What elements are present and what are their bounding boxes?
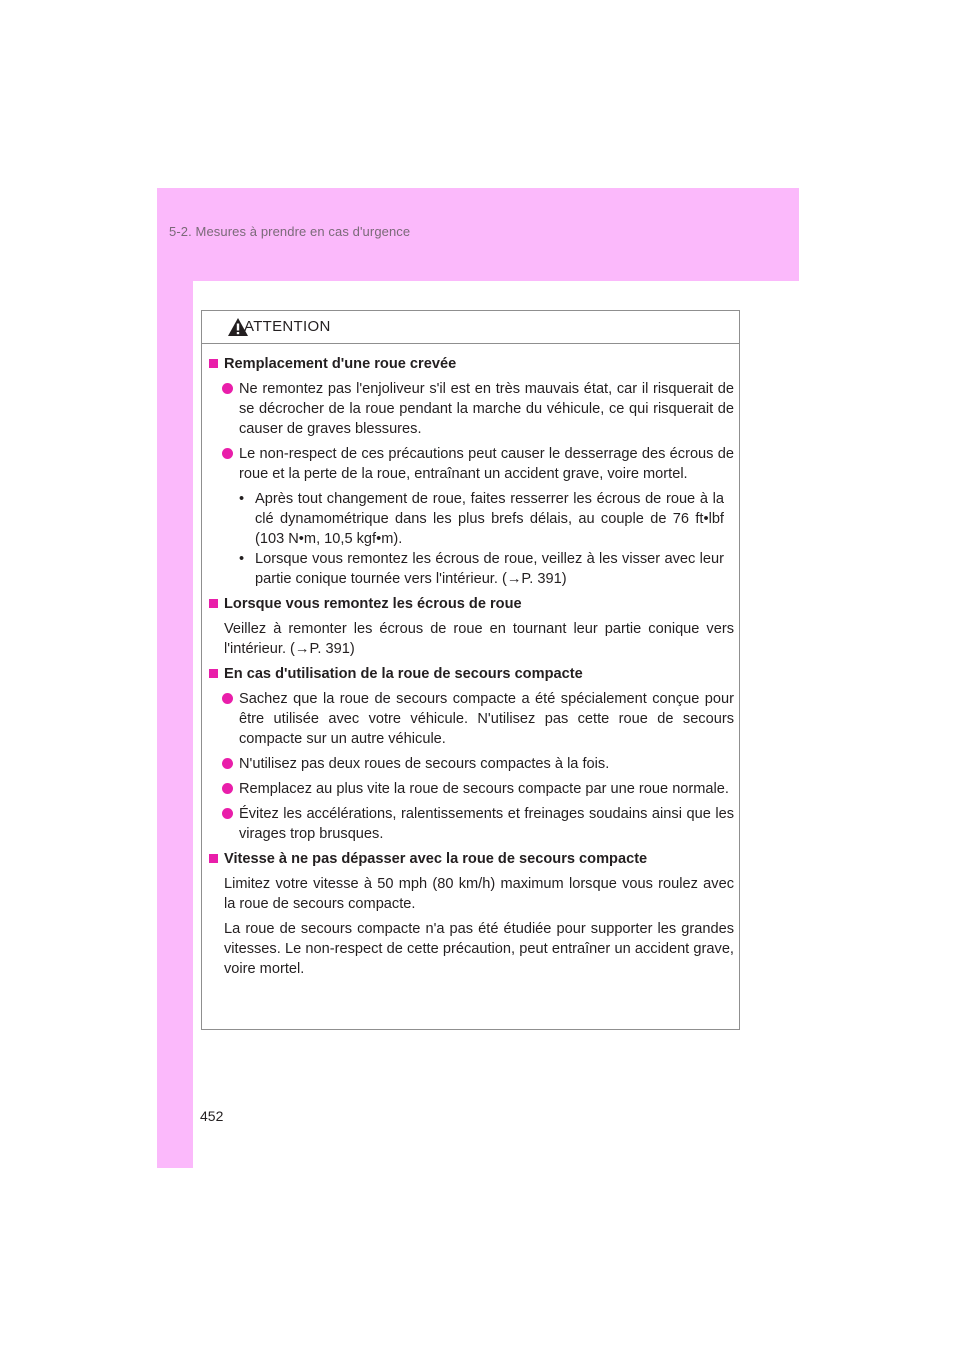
square-bullet-icon xyxy=(209,669,218,678)
circle-bullet-icon xyxy=(222,383,233,394)
sub-list-item: • Après tout changement de roue, faites resserrer les écrous de roue à la clé dynamométrique dans les plus brefs délais, au couple de 76 ft•lbf (103 N•m, 10,5 kgf•m). xyxy=(239,491,724,547)
warning-body xyxy=(202,344,739,979)
page-number: 452 xyxy=(200,1108,224,1124)
circle-bullet-icon xyxy=(222,783,233,794)
warning-section xyxy=(208,594,734,659)
section-paragraph: La roue de secours compacte n'a pas été étudiée pour supporter les grandes vitesses. Le non-respect de cette précaution, peut entraîner un accident grave, voire mortel. xyxy=(224,921,734,977)
circle-bullet-icon xyxy=(222,758,233,769)
circle-bullet-icon xyxy=(222,808,233,819)
list-item: Le non-respect de ces précautions peut causer le desserrage des écrous de roue et la perte de la roue, entraînant un accident grave, voire mortel. xyxy=(208,444,734,484)
square-bullet-icon xyxy=(209,359,218,368)
warning-title: ATTENTION xyxy=(244,318,331,335)
circle-bullet-icon xyxy=(222,693,233,704)
warning-section xyxy=(208,664,734,844)
list-item: Évitez les accélérations, ralentissements et freinages soudains ainsi que les virages trop brusques. xyxy=(208,804,734,844)
section-title: Remplacement d'une roue crevée xyxy=(208,354,734,374)
section-title: En cas d'utilisation de la roue de secours compacte xyxy=(208,664,734,684)
section-header: 5-2. Mesures à prendre en cas d'urgence xyxy=(169,224,411,239)
warning-section xyxy=(208,354,734,589)
warning-section xyxy=(208,849,734,979)
section-paragraph: Limitez votre vitesse à 50 mph (80 km/h) maximum lorsque vous roulez avec la roue de secours compacte. xyxy=(224,876,734,912)
warning-header xyxy=(202,311,739,344)
sub-list-item: • Lorsque vous remontez les écrous de roue, veillez à les visser avec leur partie conique tournée vers l'intérieur. (→P. 391) xyxy=(239,551,724,587)
list-item: Sachez que la roue de secours compacte a été spécialement conçue pour être utilisée avec votre véhicule. N'utilisez pas cette roue de secours compacte sur un autre véhicule. xyxy=(208,689,734,749)
list-item: N'utilisez pas deux roues de secours compactes à la fois. xyxy=(208,754,734,774)
page-side-strip xyxy=(157,281,193,1168)
square-bullet-icon xyxy=(209,599,218,608)
section-paragraph: Veillez à remonter les écrous de roue en tournant leur partie conique vers l'intérieur. (→P. 391) xyxy=(224,621,734,657)
square-bullet-icon xyxy=(209,854,218,863)
circle-bullet-icon xyxy=(222,448,233,459)
section-title: Lorsque vous remontez les écrous de roue xyxy=(208,594,734,614)
list-item: Ne remontez pas l'enjoliveur s'il est en très mauvais état, car il risquerait de se décrocher de la roue pendant la marche du véhicule, ce qui risquerait de causer de graves blessures. xyxy=(208,379,734,439)
section-title: Vitesse à ne pas dépasser avec la roue de secours compacte xyxy=(208,849,734,869)
warning-box xyxy=(201,310,740,1030)
list-item: Remplacez au plus vite la roue de secours compacte par une roue normale. xyxy=(208,779,734,799)
